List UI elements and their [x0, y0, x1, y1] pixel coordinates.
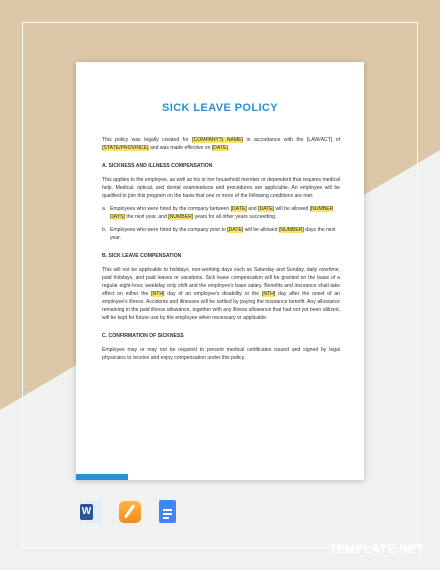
word-icon-letter: W [80, 504, 93, 520]
item-text: will be allowed [275, 206, 309, 212]
placeholder-number: [NUMBER] [278, 227, 304, 233]
placeholder-state: [STATE/PROVINCE] [102, 145, 149, 151]
section-b-text: This will not be applicable to holidays, non-working days such as Saturday and Sunday, daily overtime, paid holidays, and paid leaves or vacations. Sick leave compensation will be granted on the basis of a regular eight-hour, weekday only shift and the employee's base salary. Benefits and insurance shall take effect on either the [102, 267, 340, 297]
word-icon[interactable] [80, 500, 102, 524]
list-item-label: b. [102, 227, 107, 233]
item-text: Employees who were hired by the company prior to [110, 227, 226, 233]
document-title: SICK LEAVE POLICY [162, 102, 278, 114]
item-text: days the next year. [110, 227, 336, 241]
google-docs-icon[interactable] [156, 500, 178, 524]
section-b-text: day after the onset of an employee's illness. Accidents and illnesses will be settled by paying the insurance benefit. Any allowance remaining in the paid illness allowance, together with any illness allowance that had not yet been utilized, will be kept for future use by the employee when necessary or applicable. [102, 291, 341, 321]
placeholder-date: [DATE] [227, 227, 244, 233]
section-b-text: day of an employee's disability or the [167, 291, 260, 297]
placeholder-date: [DATE] [230, 206, 247, 212]
brand-logo[interactable]: TEMPLATE.NET [329, 542, 424, 556]
section-b-heading: B. SICK LEAVE COMPENSATION [102, 253, 182, 259]
item-text: Employees who were hired by the company between [110, 206, 230, 212]
list-item-label: a. [102, 206, 107, 212]
page-accent-bar [76, 474, 128, 480]
document-body [102, 136, 340, 367]
section-c-body: Employee may or may not be required to present medical certificates issued and signed by legal physicians to receive and enjoy compensation under this policy. [102, 347, 340, 361]
list-item-text [110, 205, 340, 221]
item-text: and [248, 206, 257, 212]
item-text: will be allowed [244, 227, 278, 233]
google-docs-icon-sheet [159, 500, 176, 523]
pages-icon[interactable] [118, 500, 140, 524]
section-b-body [102, 266, 340, 322]
document-page [76, 62, 364, 480]
intro-text: and was made effective on [149, 145, 211, 151]
section-a-body: This applies to the employee, as well as his or her household member or dependent that requires medical help. Medical, optical, and dental examinations and procedures are applicable. An employee will be qualified to join this program on the basis that one or more of the following conditions are met: [102, 177, 340, 199]
format-icons [80, 500, 178, 524]
section-a-heading: A. SICKNESS AND ILLNESS COMPENSATION [102, 163, 213, 169]
list-item [102, 205, 340, 221]
intro-text: in accordance with the [LAW/ACT] of [246, 137, 341, 143]
placeholder-number: [NUMBER] [168, 214, 194, 220]
google-docs-icon-line [163, 509, 172, 511]
placeholder-date: [DATE] [258, 206, 275, 212]
intro-paragraph [102, 136, 340, 152]
intro-text: This policy was legally created for [102, 137, 189, 143]
list-item [102, 226, 340, 242]
placeholder-nth: [NTH] [151, 291, 165, 297]
placeholder-company: [COMPANY'S NAME] [192, 137, 243, 143]
placeholder-date: [DATE] [211, 145, 228, 151]
placeholder-nth: [NTH] [261, 291, 276, 297]
google-docs-icon-line [163, 517, 169, 519]
section-c-heading: C. CONFIRMATION OF SICKNESS [102, 333, 184, 339]
google-docs-icon-line [163, 513, 172, 515]
placeholder-number-days: [NUMBER DAYS] [110, 206, 334, 220]
list-item-text [110, 226, 340, 242]
intro-text: . [227, 145, 230, 151]
item-text: the next year, and [126, 214, 167, 220]
item-text: years for all other years succeeding. [194, 214, 277, 220]
